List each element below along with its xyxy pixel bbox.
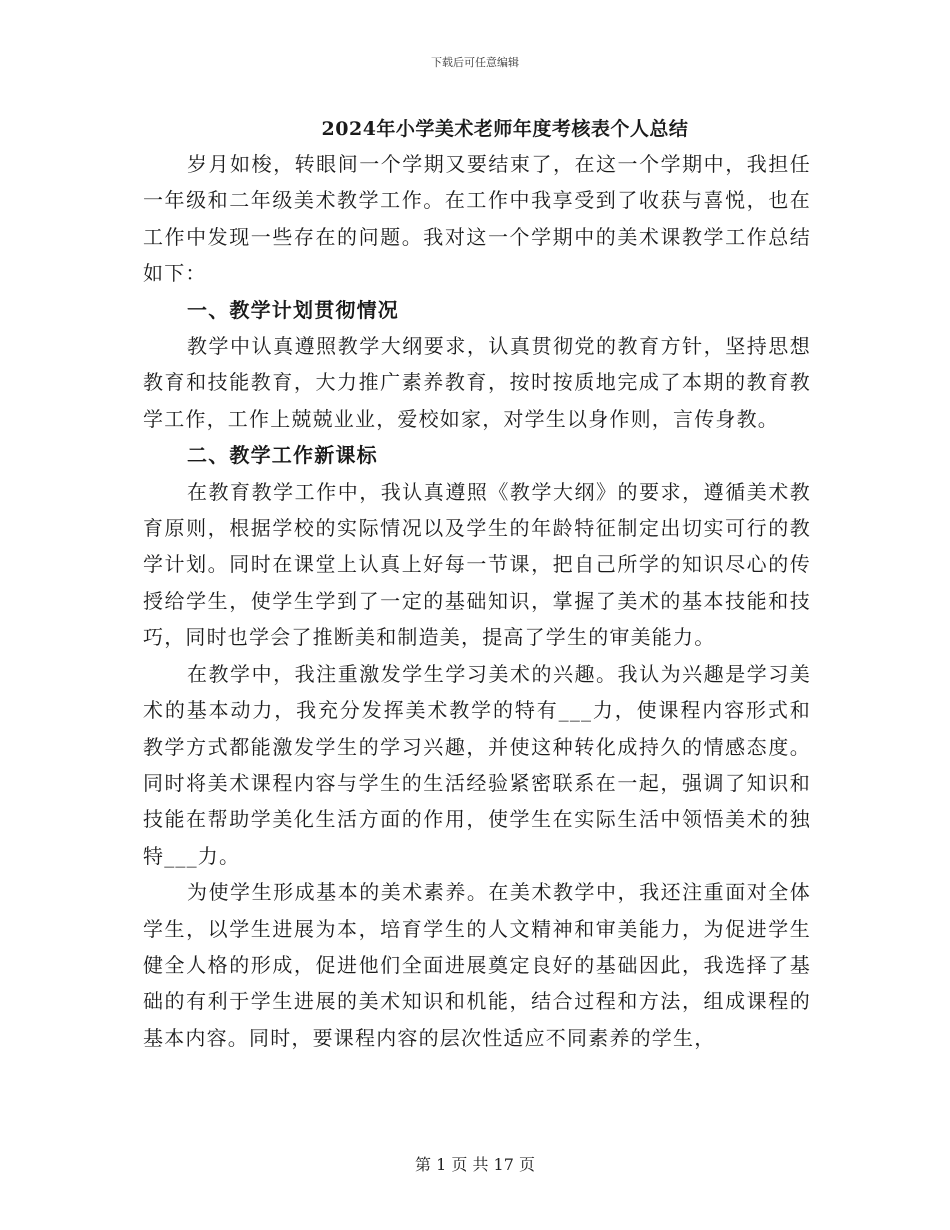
section-heading-1: 一、教学计划贯彻情况 <box>187 297 399 322</box>
paragraph-intro: 岁月如梭，转眼间一个学期又要结束了，在这一个学期中，我担任一年级和二年级美术教学工作。在工作中我享受到了收获与喜悦，也在工作中发现一些存在的问题。我对这一个学期中的美术课教学工作总结如下： <box>143 152 811 286</box>
paragraph: 在教学中，我注重激发学生学习美术的兴趣。我认为兴趣是学习美术的基本动力，我充分发挥美术教学的特有___力，使课程内容形式和教学方式都能激发学生的学习兴趣，并使这种转化成持久的情感态度。同时将美术课程内容与学生的生活经验紧密联系在一起，强调了知识和技能在帮助学美化生活方面的作用，使学生在实际生活中领悟美术的独特___力。 <box>143 661 811 868</box>
section-heading-2: 二、教学工作新课标 <box>187 443 378 468</box>
paragraph: 教学中认真遵照教学大纲要求，认真贯彻党的教育方针，坚持思想教育和技能教育，大力推广素养教育，按时按质地完成了本期的教育教学工作，工作上兢兢业业，爱校如家，对学生以身作则，言传身教。 <box>143 334 811 431</box>
header-note: 下载后可任意编辑 <box>431 56 519 69</box>
paragraph: 为使学生形成基本的美术素养。在美术教学中，我还注重面对全体学生，以学生进展为本，培育学生的人文精神和审美能力，为促进学生健全人格的形成，促进他们全面进展奠定良好的基础因此，我选择了基础的有利于学生进展的美术知识和机能，结合过程和方法，组成课程的基本内容。同时，要课程内容的层次性适应不同素养的学生， <box>143 880 811 1050</box>
document-title: 2024年小学美术老师年度考核表个人总结 <box>321 118 689 140</box>
paragraph: 在教育教学工作中，我认真遵照《教学大纲》的要求，遵循美术教育原则，根据学校的实际情况以及学生的年龄特征制定出切实可行的教学计划。同时在课堂上认真上好每一节课，把自己所学的知识尽心的传授给学生，使学生学到了一定的基础知识，掌握了美术的基本技能和技巧，同时也学会了推断美和制造美，提高了学生的审美能力。 <box>143 479 811 650</box>
page-footer: 第 1 页 共 17 页 <box>415 1155 535 1174</box>
document-body <box>143 146 811 1056</box>
